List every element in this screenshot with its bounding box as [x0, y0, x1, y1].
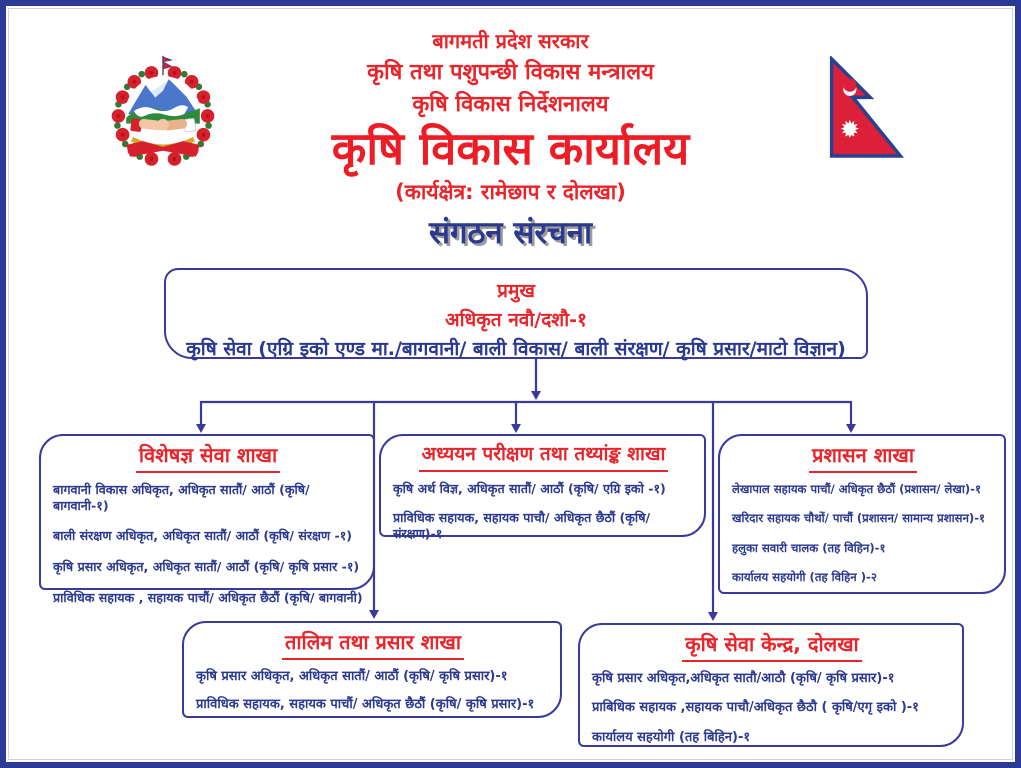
position-item: हलुका सवारी चालक (तह विहिन)-१: [732, 540, 886, 555]
ministry-line: कृषि तथा पशुपन्छी विकास मन्त्रालय: [367, 60, 654, 85]
position-item: कार्यालय सहयोगी (तह बिहिन)-१: [592, 729, 751, 745]
root-grade: अधिकृत नवौ/दशौ-१: [445, 309, 587, 331]
office-jurisdiction-subtitle: (कार्यक्षेत्र: रामेछाप र दोलखा): [395, 179, 626, 204]
root-title: प्रमुख: [497, 280, 535, 302]
position-item: कृषि प्रसार अधिकृत, अधिकृत सातौं/ आठौं (कृषि/ कृषि प्रसार -१): [53, 559, 360, 575]
branch-title: तालिम तथा प्रसार शाखा: [196, 630, 550, 660]
branch-title: विशेषज्ञ सेवा शाखा: [53, 443, 363, 473]
position-item: बाली संरक्षण अधिकृत, अधिकृत सातौं/ आठौं (कृषि/ संरक्षण -१): [53, 528, 353, 544]
position-item: बागवानी विकास अधिकृत, अधिकृत सातौं/ आठौं (कृषि/ बागवानी-१): [53, 482, 310, 513]
office-title: कृषि विकास कार्यालय: [331, 122, 690, 176]
position-item: कृषि अर्थ विज्ञ, अधिकृत सातौं/ आठौं (कृषि/ एग्रि इको -१): [393, 480, 666, 496]
org-structure-heading: संगठन संरचना: [429, 214, 592, 251]
directorate-line: कृषि विकास निर्देशनालय: [412, 91, 609, 117]
government-line-1: बागमती प्रदेश सरकार: [432, 29, 589, 53]
branch-title: प्रशासन शाखा: [732, 443, 994, 473]
branch-specialist-service: [39, 434, 375, 605]
position-item: प्राविधिक सहायक, सहायक पाचौ/ अधिकृत छैठौं (कृषि/संरक्षण)-१: [393, 510, 651, 542]
position-item: लेखापाल सहायक पाचौं/ अधिकृत छैठौं (प्रशासन/ लेखा)-१: [732, 482, 981, 496]
branch-title: कृषि सेवा केन्द्र, दोलखा: [592, 632, 952, 662]
root-service-detail: कृषि सेवा (एग्रि इको एण्ड मा./बागवानी/ बाली विकास/ बाली संरक्षण/ कृषि प्रसार/माटो विज्ञान): [186, 338, 846, 360]
position-item: प्राविधिक सहायक , सहायक पाचौं/ अधिकृत छैठौं (कृषि/ बागवानी): [53, 589, 363, 605]
position-item: खरिदार सहायक चौथों/ पाचौं (प्रशासन/ सामान्य प्रशासन)-१: [732, 511, 986, 526]
branch-agri-service-center-dolakha: [578, 623, 964, 747]
root-node-chief: [164, 268, 868, 359]
branch-administration: [718, 434, 1006, 594]
branch-training-extension: [182, 621, 562, 718]
branch-title: अध्ययन परीक्षण तथा तथ्यांङ्क शाखा: [393, 443, 694, 472]
position-item: कृषि प्रसार अधिकृत, अधिकृत सातौं/ आठौं (कृषि/ कृषि प्रसार)-१: [196, 669, 508, 684]
branch-study-statistics: [379, 434, 706, 542]
header: [6, 28, 1015, 253]
position-item: कार्यालय सहयोगी (तह विहिन )-२: [732, 570, 877, 585]
position-item: प्राबिधिक सहायक ,सहायक पाचौ/अधिकृत छैठौ ( कृषि/एगृ इको )-१: [592, 700, 919, 716]
position-item: कृषि प्रसार अधिकृत,अधिकृत सातौ/आठौ (कृषि/ कृषि प्रसार)-१: [592, 671, 895, 686]
position-item: प्राविधिक सहायक, सहायक पाचौं/ अधिकृत छैठौं (कृषि/ कृषि प्रसार)-१: [196, 697, 535, 713]
